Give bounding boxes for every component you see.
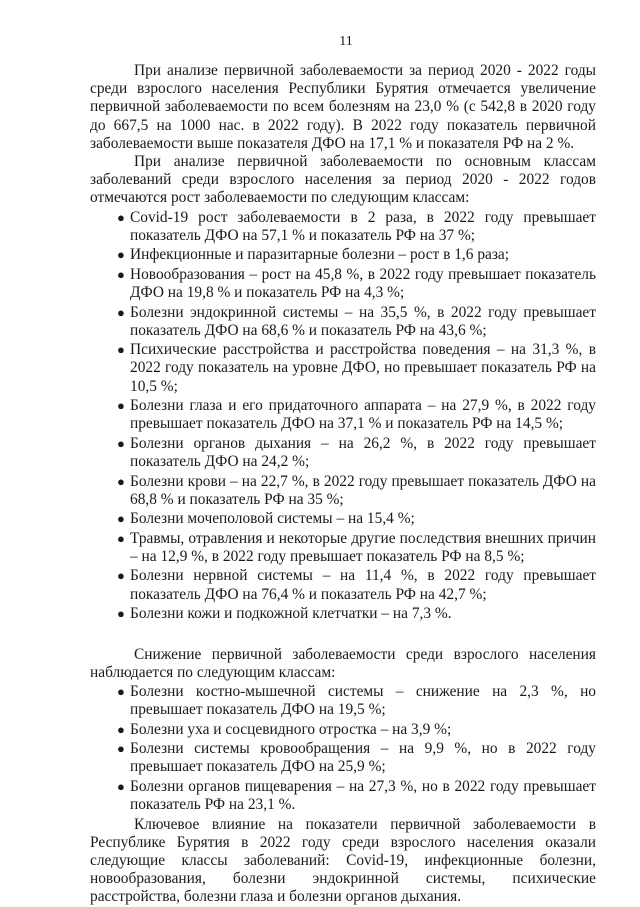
list-item — [90, 567, 596, 603]
list-item-text: Болезни мочеполовой системы – на 15,4 %; — [130, 510, 415, 528]
bullet-icon: ● — [117, 741, 125, 757]
list-item — [90, 530, 596, 566]
bullet-icon: ● — [117, 721, 125, 737]
list-item-text: Травмы, отравления и некоторые другие последствия внешних причин – на 12,9 %, в 2022 году превышает показатель РФ на 8,5 %; — [130, 529, 596, 565]
bullet-icon: ● — [117, 266, 125, 282]
growth-list — [90, 209, 596, 624]
list-item — [90, 266, 596, 302]
bullet-icon: ● — [117, 530, 125, 546]
document-page — [90, 34, 596, 907]
decline-list — [90, 683, 596, 814]
list-item-text: Болезни уха и сосцевидного отростка – на 3,9 %; — [130, 720, 452, 738]
list-item-text: Болезни нервной системы – на 11,4 %, в 2022 году превышает показатель ДФО на 76,4 % и показатель РФ на 42,7 %; — [130, 567, 596, 603]
list-item-text: Болезни эндокринной системы – на 35,5 %, в 2022 году превышает показатель ДФО на 68,6 % и показатель РФ на 43,6 %; — [130, 303, 596, 339]
list-item — [90, 397, 596, 433]
conclusion-paragraph: Ключевое влияние на показатели первичной заболеваемости в Республике Бурятия в 2022 году среди взрослого населения оказали следующие классы заболеваний: Covid-19, инфекционные болезни, новообразования, болезни эндокринной системы, психические расстройства, болезни глаза и болезни органов дыхания. — [90, 815, 596, 906]
list-item-text: Болезни органов пищеварения – на 27,3 %, но в 2022 году превышает показатель РФ на 23,1 %. — [130, 777, 596, 814]
list-item — [90, 435, 596, 471]
bullet-icon: ● — [117, 209, 125, 225]
bullet-icon: ● — [117, 304, 125, 320]
list-item — [90, 778, 596, 814]
list-item-text: Психические расстройства и расстройства поведения – на 31,3 %, в 2022 году показатель на уровне ДФО, но превышает показатель РФ на 10,5 %; — [130, 341, 596, 395]
list-item — [90, 341, 596, 396]
intro-paragraph: При анализе первичной заболеваемости за период 2020 - 2022 годы среди взрослого населения Республики Бурятия отмечается увеличение первичной заболеваемости по всем болезням на 23,0 % (с 542,8 в 2020 году до 667,5 на 1000 нас. в 2022 году). В 2022 году показатель первичной заболеваемости выше показателя ДФО на 17,1 % и показателя РФ на 2 %. — [90, 62, 596, 152]
list-item-text: Covid-19 рост заболеваемости в 2 раза, в 2022 году превышает показатель ДФО на 57,1 % и показатель РФ на 37 %; — [130, 208, 596, 244]
list-item-text: Болезни органов дыхания – на 26,2 %, в 2022 году превышает показатель ДФО на 24,2 %; — [130, 434, 596, 471]
list-item-text: Болезни костно-мышечной системы – снижение на 2,3 %, но превышает показатель ДФО на 19,5 %; — [130, 683, 596, 719]
list-item-text: Болезни кожи и подкожной клетчатки – на 7,3 %. — [130, 605, 452, 623]
list-item-text: Новообразования – рост на 45,8 %, в 2022 году превышает показатель ДФО на 19,8 % и показатель РФ на 4,3 %; — [130, 265, 596, 302]
bullet-icon: ● — [117, 684, 125, 700]
list-item — [90, 209, 596, 245]
list-item — [90, 740, 596, 776]
list-item-text: Болезни системы кровообращения – на 9,9 %, но в 2022 году превышает показатель ДФО на 25,9 %; — [130, 740, 596, 776]
bullet-icon: ● — [117, 568, 125, 584]
section-spacer — [90, 625, 596, 646]
list-item — [90, 510, 596, 528]
list-item-text: Болезни крови – на 22,7 %, в 2022 году превышает показатель ДФО на 68,8 % и показатель РФ на 35 %; — [130, 472, 596, 508]
page-number: 11 — [339, 34, 353, 49]
bullet-icon: ● — [117, 778, 125, 794]
list-item — [90, 304, 596, 340]
bullet-icon: ● — [117, 473, 125, 489]
list-item-text: Инфекционные и паразитарные болезни – рост в 1,6 раза; — [130, 246, 510, 264]
bullet-icon: ● — [117, 511, 125, 527]
bullet-icon: ● — [117, 606, 125, 622]
list-item — [90, 473, 596, 509]
list-item — [90, 721, 596, 739]
list-item — [90, 605, 596, 623]
list-item-text: Болезни глаза и его придаточного аппарата – на 27,9 %, в 2022 году превышает показатель ДФО на 37,1 % и показатель РФ на 14,5 %; — [130, 397, 596, 433]
decline-intro-paragraph: Снижение первичной заболеваемости среди взрослого населения наблюдается по следующим классам: — [90, 645, 596, 681]
bullet-icon: ● — [117, 435, 125, 451]
bullet-icon: ● — [117, 247, 125, 263]
list-item — [90, 683, 596, 719]
bullet-icon: ● — [117, 398, 125, 414]
bullet-icon: ● — [117, 342, 125, 358]
growth-intro-paragraph: При анализе первичной заболеваемости по основным классам заболеваний среди взрослого населения за период 2020 - 2022 годов отмечаются рост заболеваемости по следующим классам: — [90, 153, 596, 207]
list-item — [90, 246, 596, 264]
